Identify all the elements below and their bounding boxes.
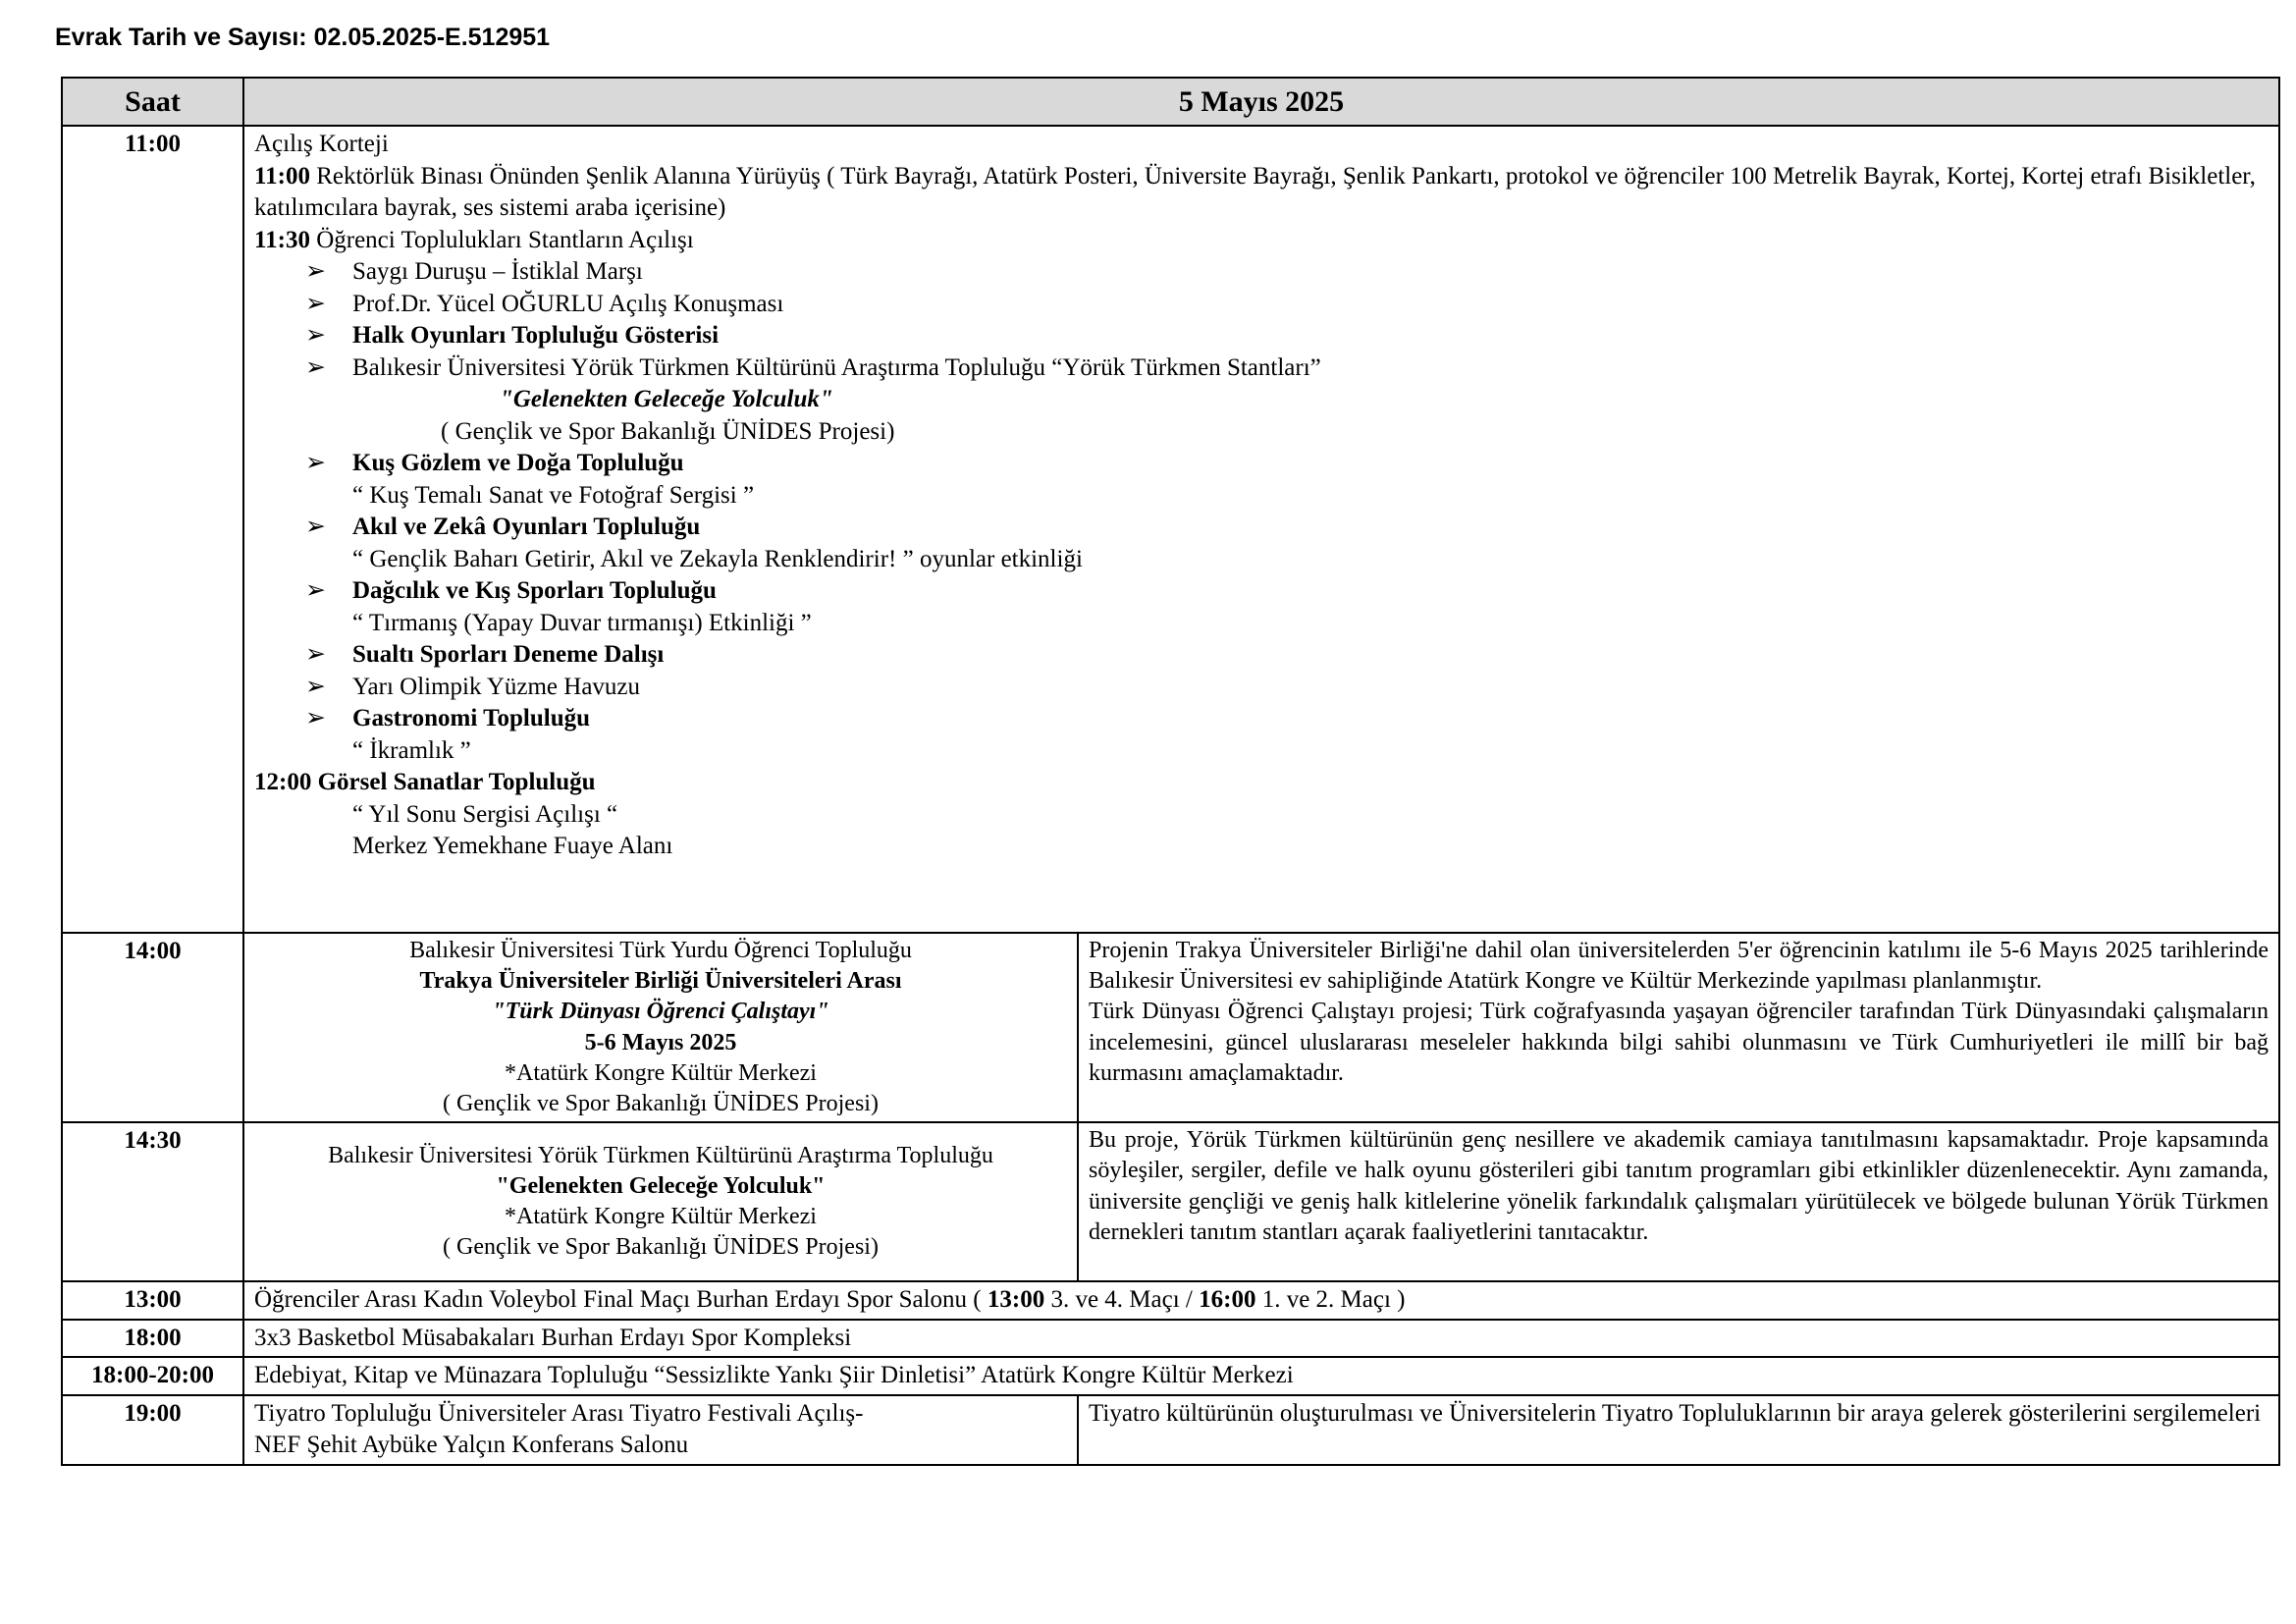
art-location: Merkez Yemekhane Fuaye Alanı xyxy=(352,833,673,859)
row-content xyxy=(243,126,2279,933)
row-time: 13:00 xyxy=(62,1281,243,1320)
row-content-left: Tiyatro Topluluğu Üniversiteler Arası Tiyatro Festivali Açılış- NEF Şehit Aybüke Yalçın Konferans Salonu xyxy=(243,1395,1078,1465)
row-time: 14:30 xyxy=(62,1122,243,1281)
row-time: 19:00 xyxy=(62,1395,243,1465)
list-item: ➢ Yarı Olimpik Yüzme Havuzu xyxy=(254,672,2269,704)
row-content-left: Balıkesir Üniversitesi Türk Yurdu Öğrenci Topluluğu Trakya Üniversiteler Birliği Üniversiteleri Arası "Türk Dünyası Öğrenci Çalıştayı" 5-6 Mayıs 2025 *Atatürk Kongre Kültür Merkezi ( Gençlik ve Spor Bakanlığı ÜNİDES Projesi) xyxy=(243,933,1078,1122)
stands-time: 11:30 xyxy=(254,226,310,253)
row-content: 3x3 Basketbol Müsabakaları Burhan Erdayı Spor Kompleksi xyxy=(243,1320,2279,1358)
schedule-row xyxy=(62,1320,2279,1358)
row-content: Öğrenciler Arası Kadın Voleybol Final Maçı Burhan Erdayı Spor Salonu ( 13:00 3. ve 4. Maçı / 16:00 1. ve 2. Maçı ) xyxy=(243,1281,2279,1320)
header-time: Saat xyxy=(62,78,243,126)
schedule-row xyxy=(62,1281,2279,1320)
list-item: ➢ Dağcılık ve Kış Sporları Topluluğu xyxy=(254,575,2269,608)
header-row xyxy=(62,78,2279,126)
arrow-bullet-icon: ➢ xyxy=(305,353,326,381)
row-content-right: Projenin Trakya Üniversiteler Birliği'ne dahil olan üniversitelerden 5'er öğrencinin katılımı ile 5-6 Mayıs 2025 tarihlerinde Balıkesir Üniversitesi ev sahipliğinde Atatürk Kongre ve Kültür Merkezinde yapılması planlanmıştır. Türk Dünyası Öğrenci Çalıştayı projesi; Türk coğrafyasında yaşayan öğrenciler tarafından Türk Dünyasındaki çalışmaların incelemesini, güncel uluslararası meseleler hakkında bilgi sahibi olunmasını ve Türk Cumhuriyetleri ile millî bir bağ kurmasını amaçlamaktadır. xyxy=(1078,933,2279,1122)
list-item-subtitle: “ Kuş Temalı Sanat ve Fotoğraf Sergisi ” xyxy=(352,481,755,509)
art-time: 12:00 xyxy=(254,769,312,795)
list-item: ➢ Gastronomi Topluluğu xyxy=(254,703,2269,735)
header-date: 5 Mayıs 2025 xyxy=(243,78,2279,126)
arrow-bullet-icon: ➢ xyxy=(305,705,326,731)
art-subtitle: “ Yıl Sonu Sergisi Açılışı “ xyxy=(352,800,618,828)
walk-line xyxy=(254,161,2269,225)
schedule-row xyxy=(62,1122,2279,1281)
row-content-right: Bu proje, Yörük Türkmen kültürünün genç nesillere ve akademik camiaya tanıtılmasını kapsamaktadır. Proje kapsamında söyleşiler, sergiler, defile ve halk oyunu gösterileri gibi tanıtım programları gibi etkinlikler düzenlenecektir. Aynı zamanda, üniversite gençliği ve geniş halk kitlelerine yönelik farkındalık çalışmaları yürütülecek ve bölgede bulunan Yörük Türkmen dernekleri tanıtım stantları açarak faaliyetlerini tanıtacaktır. xyxy=(1078,1122,2279,1281)
list-item: ➢ Balıkesir Üniversitesi Yörük Türkmen Kültürünü Araştırma Topluluğu “Yörük Türkmen Stantları” xyxy=(254,352,2269,385)
schedule-row xyxy=(62,126,2279,933)
list-item-subtitle: “ Tırmanış (Yapay Duvar tırmanışı) Etkinliği ” xyxy=(352,609,812,636)
arrow-bullet-icon: ➢ xyxy=(305,290,326,317)
row-content-right: Tiyatro kültürünün oluşturulması ve Üniversitelerin Tiyatro Topluluklarının bir araya gelerek gösterilerini sergilemeleri xyxy=(1078,1395,2279,1465)
list-item-subtitle: "Gelenekten Geleceğe Yolculuk" xyxy=(500,386,833,412)
art-title: Görsel Sanatlar Topluluğu xyxy=(311,769,596,795)
list-item: ➢ Prof.Dr. Yücel OĞURLU Açılış Konuşması xyxy=(254,289,2269,321)
list-item: ➢ Kuş Gözlem ve Doğa Topluluğu xyxy=(254,448,2269,480)
list-item: ➢ Saygı Duruşu – İstiklal Marşı xyxy=(254,256,2269,289)
arrow-bullet-icon: ➢ xyxy=(305,641,326,668)
row-time: 18:00 xyxy=(62,1320,243,1358)
walk-text: Rektörlük Binası Önünden Şenlik Alanına Yürüyüş ( Türk Bayrağı, Atatürk Posteri, Üniversite Bayrağı, Şenlik Pankartı, protokol ve öğrenciler 100 Metrelik Bayrak, Kortej, Kortej etrafı Bisikletler, katılımcılara bayrak, ses sistemi araba içerisine) xyxy=(254,162,2256,221)
row-time: 11:00 xyxy=(62,126,243,933)
row-content: Edebiyat, Kitap ve Münazara Topluluğu “Sessizlikte Yankı Şiir Dinletisi” Atatürk Kongre Kültür Merkezi xyxy=(243,1357,2279,1395)
row-time: 14:00 xyxy=(62,933,243,1122)
arrow-bullet-icon: ➢ xyxy=(305,450,326,476)
list-item: ➢ Sualtı Sporları Deneme Dalışı xyxy=(254,639,2269,672)
schedule-row xyxy=(62,933,2279,1122)
document-reference: Evrak Tarih ve Sayısı: 02.05.2025-E.512951 xyxy=(55,24,551,51)
arrow-bullet-icon: ➢ xyxy=(305,258,326,285)
list-item: ➢ Akıl ve Zekâ Oyunları Topluluğu xyxy=(254,512,2269,544)
list-item-subtitle: “ Gençlik Baharı Getirir, Akıl ve Zekayla Renklendirir! ” oyunlar etkinliği xyxy=(352,545,1083,572)
walk-time: 11:00 xyxy=(254,162,310,189)
arrow-bullet-icon: ➢ xyxy=(305,322,326,349)
arrow-bullet-icon: ➢ xyxy=(305,673,326,700)
list-item-subtitle: “ İkramlık ” xyxy=(352,736,471,764)
row-content-left: Balıkesir Üniversitesi Yörük Türkmen Kültürünü Araştırma Topluluğu "Gelenekten Geleceğe Yolculuk" *Atatürk Kongre Kültür Merkezi ( Gençlik ve Spor Bakanlığı ÜNİDES Projesi) xyxy=(243,1122,1078,1281)
arrow-bullet-icon: ➢ xyxy=(305,514,326,540)
stands-text: Öğrenci Toplulukları Stantların Açılışı xyxy=(309,226,694,253)
stands-line xyxy=(254,225,2269,257)
schedule-table xyxy=(61,77,2280,1466)
row-time: 18:00-20:00 xyxy=(62,1357,243,1395)
art-line xyxy=(254,767,2269,799)
schedule-row xyxy=(62,1357,2279,1395)
schedule-row xyxy=(62,1395,2279,1465)
list-item-project: ( Gençlik ve Spor Bakanlığı ÜNİDES Projesi) xyxy=(441,417,895,445)
list-item: ➢ Halk Oyunları Topluluğu Gösterisi xyxy=(254,320,2269,352)
opening-title: Açılış Korteji xyxy=(254,131,389,157)
arrow-bullet-icon: ➢ xyxy=(305,577,326,604)
